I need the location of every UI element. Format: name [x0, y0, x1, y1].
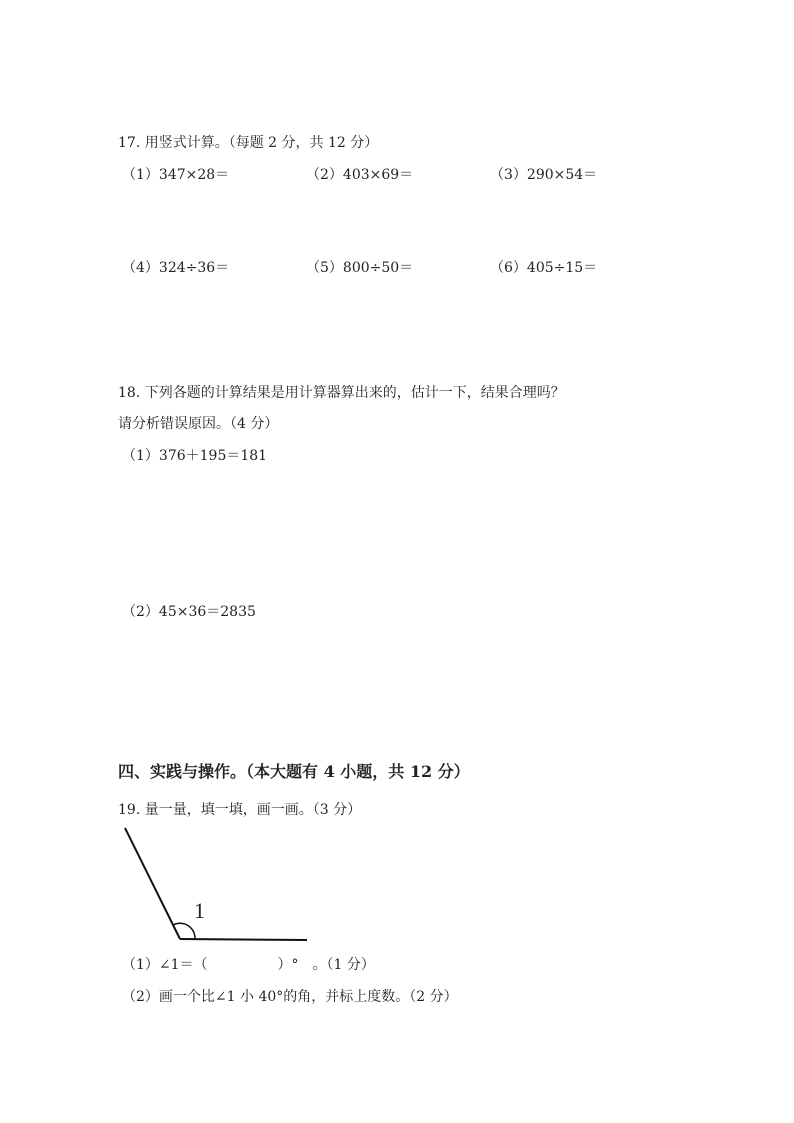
question-17-title: 17. 用竖式计算。（每题 2 分，共 12 分）: [118, 135, 379, 151]
q17-item-1: （1）347×28＝: [122, 167, 230, 183]
section-4-heading: 四、实践与操作。（本大题有 4 小题，共 12 分）: [118, 762, 470, 781]
q17-item-2: （2）403×69＝: [306, 167, 414, 183]
q19-sub-2: （2）画一个比∠1 小 40°的角，并标上度数。（2 分）: [122, 989, 458, 1005]
q19-sub-1: （1）∠1＝（ ）° 。（1 分）: [122, 957, 375, 973]
q17-item-4: （4）324÷36＝: [122, 260, 230, 276]
question-18-line-1: 18. 下列各题的计算结果是用计算器算出来的，估计一下，结果合理吗？: [118, 385, 565, 401]
q17-item-5: （5）800÷50＝: [306, 260, 414, 276]
question-19-title: 19. 量一量，填一填，画一画。（3 分）: [118, 802, 362, 818]
question-18-line-2: 请分析错误原因。（4 分）: [118, 416, 279, 432]
q18-item-2: （2）45×36＝2835: [122, 604, 256, 620]
q17-item-6: （6）405÷15＝: [490, 260, 598, 276]
q17-item-3: （3）290×54＝: [490, 167, 598, 183]
angle-1-figure: [118, 826, 318, 951]
angle-label: 1: [194, 898, 205, 923]
q18-item-1: （1）376＋195＝181: [122, 448, 268, 464]
